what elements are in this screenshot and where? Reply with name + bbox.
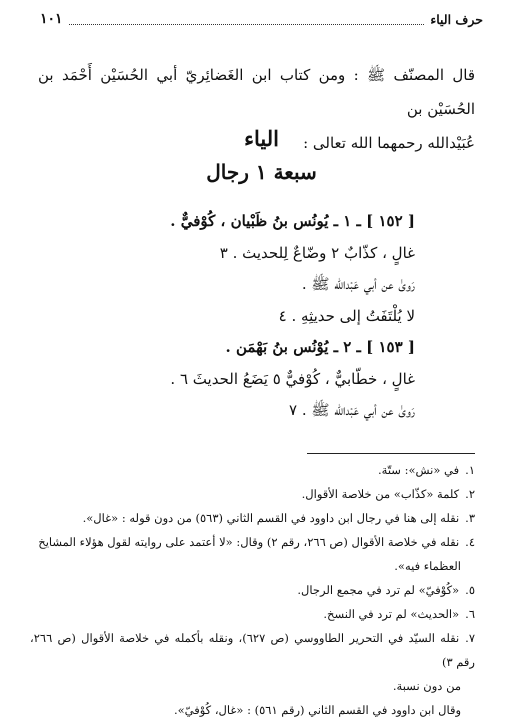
footnote-continuation xyxy=(30,674,475,698)
footnote-text: من دون نسبة. xyxy=(392,679,461,693)
footnote-number: ١. xyxy=(465,463,475,477)
footnote-continuation xyxy=(30,554,475,578)
footnote xyxy=(30,530,475,554)
footnote-text: في «نش»: ستّة. xyxy=(378,463,460,477)
footnote-separator xyxy=(307,453,475,454)
footnote xyxy=(30,482,475,506)
footnote xyxy=(30,602,475,626)
footnote-text: نقله إلى هنا في رجال ابن داوود في القسم الثاني (٥٦٣) من دون قوله : «غال». xyxy=(82,511,460,525)
page-number: ١٠١ xyxy=(40,11,63,27)
entries-list xyxy=(60,206,415,427)
footnote xyxy=(30,578,475,602)
footnote-text: العظماء فيه». xyxy=(394,559,461,573)
footnote-continuation xyxy=(30,698,475,722)
footnote-text: «كُوْفيّ» لم ترد في مجمع الرجال. xyxy=(297,583,460,597)
footnote-text: وقال ابن داوود في القسم الثاني (رقم ٥٦١) : «غال، كُوْفيّ». xyxy=(173,703,461,717)
intro-line: عُبَيْدالله رحمهما الله تعالى : xyxy=(303,134,475,152)
footnote-number: ٦. xyxy=(465,607,475,621)
entry-heading: [ ١٥٣ ] ـ ٢ ـ يُوْنُس بنُ بَهْمَن . xyxy=(225,338,415,356)
intro-line: قال المصنّف ﷺ : ومن كتاب ابن الغَضائِريّ أبي الحُسَيْن أَحْمَد بن الحُسَيْن بن xyxy=(38,66,475,118)
footnote-number: ٧. xyxy=(465,631,476,645)
footnote xyxy=(30,626,475,674)
footnote-text: نقله في خلاصة الأقوال (ص ٢٦٦، رقم ٢) وقال: «لا أعتمد على روايته لقول هؤلاء المشايخ xyxy=(38,535,460,549)
header-title: حرف الياء xyxy=(430,11,483,27)
footnote-text: كلمة «كذّاب» من خلاصة الأقوال. xyxy=(301,487,460,501)
entry-line: غالٍ ، كذّابٌ ٢ وضّاعٌ لِلحديث . ٣ xyxy=(219,243,415,262)
entry-line: رَوىٰ عن أبي عَبْدالله ﷺ . ٧ xyxy=(288,401,415,419)
entry-line: غالٍ ، خطّابيٌّ ، كُوْفيٌّ ٥ يَضَعُ الحديثَ ٦ . xyxy=(170,369,415,388)
footnote-text: نقله السيّد في التحرير الطاووسي (ص ٦٢٧)، ونقله بأكمله في خلاصة الأقوال (ص ٢٦٦، رقم ٣) xyxy=(30,631,475,669)
footnote-text: «الحديث» لم ترد في النسخ. xyxy=(323,607,460,621)
footnote-number: ٥. xyxy=(465,583,475,597)
entry-line: لا يُلْتَفَتُ إلى حديثِهِ . ٤ xyxy=(278,306,415,325)
section-title: الياء xyxy=(244,126,279,151)
footnote xyxy=(30,458,475,482)
footnote xyxy=(30,506,475,530)
footnotes-list xyxy=(30,458,475,722)
footnote-number: ٣. xyxy=(465,511,475,525)
footnote-number: ٤. xyxy=(465,535,475,549)
running-header xyxy=(40,8,483,30)
section-subtitle: سبعة ١ رجال xyxy=(206,160,317,184)
entry-heading: [ ١٥٢ ] ـ ١ ـ يُونُس بنُ ظَبْيان ، كُوْفيٌّ . xyxy=(170,212,415,230)
header-dotted-leader xyxy=(69,14,425,25)
entry-line: رَوىٰ عن أبي عَبْدالله ﷺ . xyxy=(301,275,415,293)
footnote-number: ٢. xyxy=(465,487,475,501)
